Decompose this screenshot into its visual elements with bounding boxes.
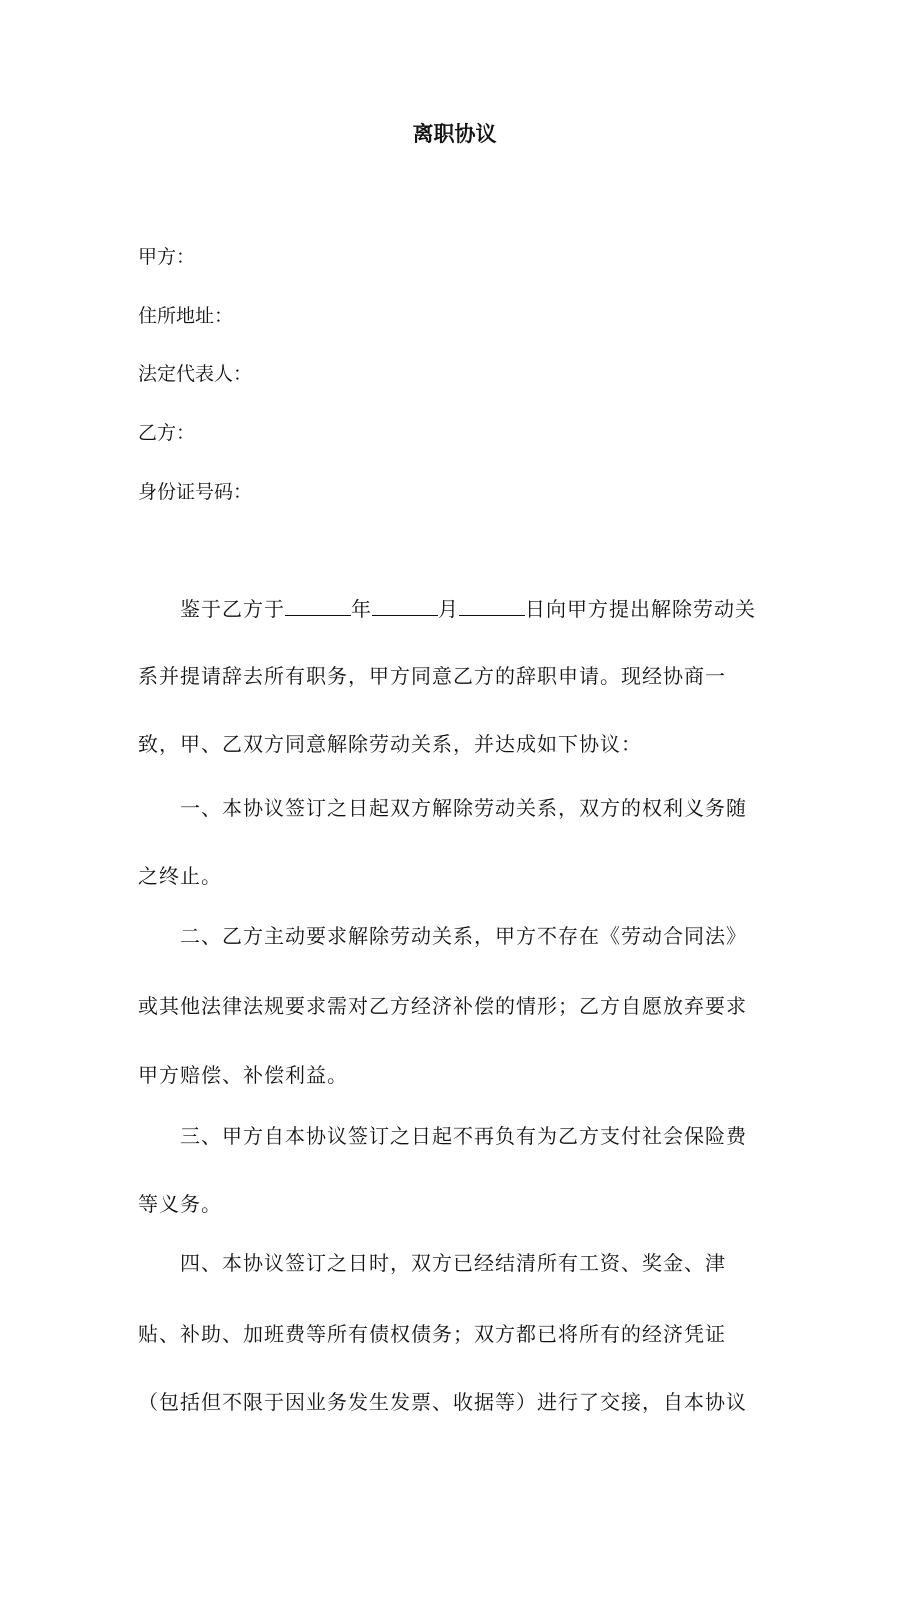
legal-representative-label: 法定代表人： — [138, 363, 253, 385]
clause-1-line-1: 一、本协议签订之日起双方解除劳动关系，双方的权利义务随 — [180, 796, 747, 820]
year-blank — [285, 597, 351, 616]
preamble-line-2: 系并提请辞去所有职务，甲方同意乙方的辞职申请。现经协商一 — [138, 664, 726, 688]
month-label: 月 — [438, 597, 459, 621]
clause-3-line-2: 等义务。 — [138, 1192, 222, 1216]
clause-2-line-2: 或其他法律法规要求需对乙方经济补偿的情形；乙方自愿放弃要求 — [138, 994, 747, 1018]
day-blank — [459, 597, 525, 616]
id-number-label: 身份证号码： — [138, 481, 253, 503]
party-b-label: 乙方： — [138, 422, 196, 444]
document-title: 离职协议 — [412, 122, 497, 146]
clause-1-line-2: 之终止。 — [138, 864, 222, 888]
preamble-line-1 — [138, 593, 810, 622]
clause-2-line-3: 甲方赔偿、补偿利益。 — [138, 1063, 348, 1087]
clause-4-line-1: 四、本协议签订之日时，双方已经结清所有工资、奖金、津 — [180, 1251, 726, 1275]
preamble-line-3: 致，甲、乙双方同意解除劳动关系，并达成如下协议： — [138, 732, 642, 756]
address-label: 住所地址： — [138, 305, 234, 327]
year-label: 年 — [351, 597, 372, 621]
month-blank — [372, 597, 438, 616]
clause-3-line-1: 三、甲方自本协议签订之日起不再负有为乙方支付社会保险费 — [180, 1124, 747, 1148]
preamble-text-start: 鉴于乙方于 — [180, 597, 285, 621]
clause-4-line-3: （包括但不限于因业务发生发票、收据等）进行了交接，自本协议 — [138, 1390, 747, 1414]
clause-4-line-2: 贴、补助、加班费等所有债权债务；双方都已将所有的经济凭证 — [138, 1322, 726, 1346]
preamble-text-end: 日向甲方提出解除劳动关 — [525, 597, 756, 621]
party-a-label: 甲方： — [138, 246, 196, 268]
clause-2-line-1: 二、乙方主动要求解除劳动关系，甲方不存在《劳动合同法》 — [180, 924, 747, 948]
